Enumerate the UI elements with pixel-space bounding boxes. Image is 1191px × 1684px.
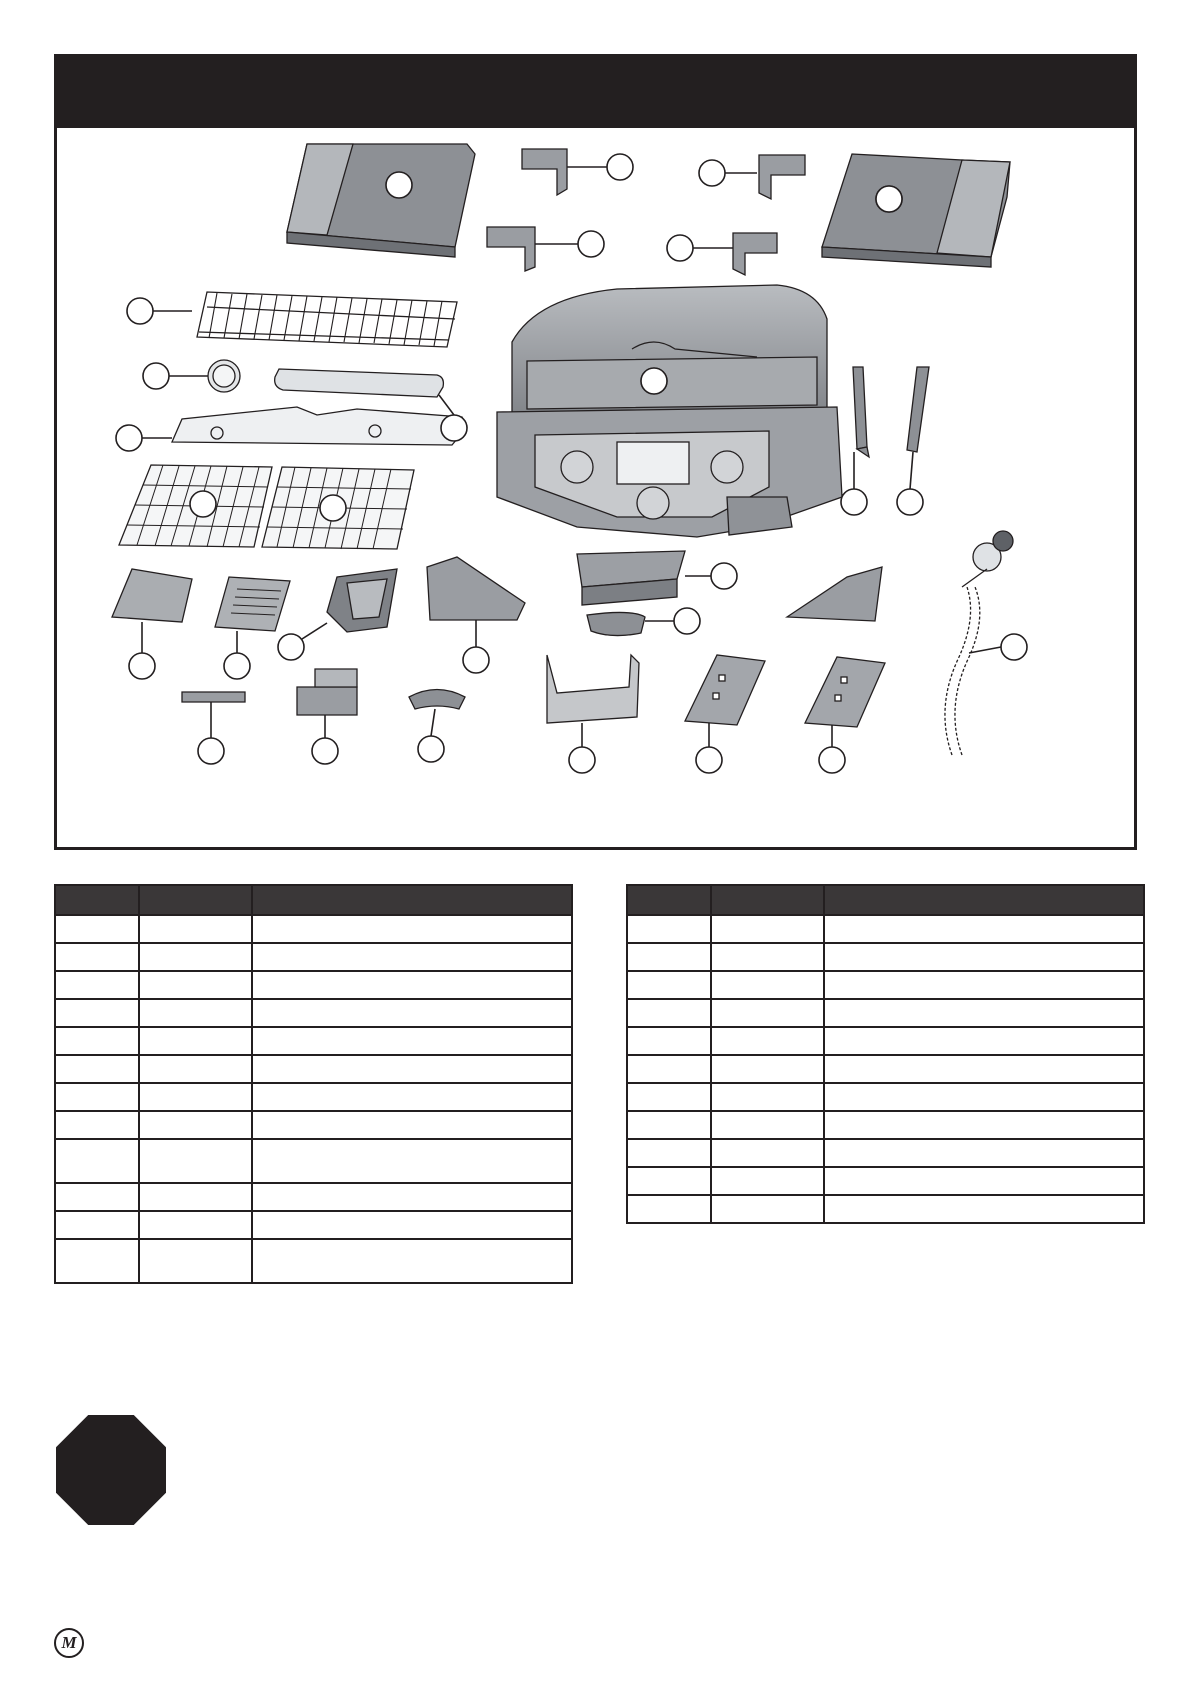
drip-cup <box>327 569 397 632</box>
callout-marker <box>312 715 338 764</box>
bracket-b <box>759 155 805 199</box>
callout-marker <box>685 563 737 589</box>
callout-marker <box>819 725 845 773</box>
table-row <box>627 1055 1144 1083</box>
col-description-header <box>252 885 572 915</box>
col-no-header <box>627 885 711 915</box>
callout-marker <box>278 623 327 660</box>
left-side-shelf <box>287 144 475 257</box>
table-row <box>627 1111 1144 1139</box>
callout-marker <box>841 452 867 515</box>
exploded-parts-drawing <box>57 57 1134 847</box>
callout-marker <box>224 631 250 679</box>
callout-marker <box>876 186 902 212</box>
right-side-shelf <box>822 154 1010 267</box>
col-no-header <box>55 885 139 915</box>
callout-marker <box>667 235 733 261</box>
heat-deflector-left <box>112 569 192 622</box>
warming-rack <box>197 292 457 347</box>
vented-cover <box>215 577 290 631</box>
heat-shield-plate <box>172 407 467 445</box>
grease-tray-bracket-right <box>787 567 882 621</box>
table-row <box>627 1083 1144 1111</box>
table-row <box>55 1139 572 1183</box>
callout-marker <box>116 425 172 451</box>
table-row <box>55 915 572 943</box>
brand-logo-letter: M <box>61 1633 77 1652</box>
table-row <box>55 1111 572 1139</box>
table-row <box>55 971 572 999</box>
table-row <box>627 1139 1144 1167</box>
leg-right <box>907 367 929 452</box>
callout-marker <box>699 160 757 186</box>
table-row <box>55 1083 572 1111</box>
callout-marker <box>190 491 216 517</box>
table-header-row <box>55 885 572 915</box>
callout-marker <box>129 622 155 679</box>
small-bracket-strip <box>182 692 245 702</box>
table-row <box>627 915 1144 943</box>
table-row <box>627 943 1144 971</box>
flame-tamer-left <box>685 655 765 725</box>
callout-marker <box>198 702 224 764</box>
leg-left <box>853 367 869 457</box>
brand-logo <box>54 1628 84 1658</box>
table-row <box>55 943 572 971</box>
bracket-d <box>733 233 777 275</box>
grill-body <box>497 285 842 537</box>
grease-tray <box>577 551 685 605</box>
mount-bracket <box>297 669 357 715</box>
callout-marker <box>645 608 700 634</box>
callout-marker <box>386 172 412 198</box>
table-row <box>55 1027 572 1055</box>
bracket-c <box>487 227 535 271</box>
table-row <box>627 1195 1144 1223</box>
table-row <box>627 999 1144 1027</box>
callout-marker <box>569 723 595 773</box>
col-part-header <box>139 885 252 915</box>
table-row <box>55 1239 572 1283</box>
callout-marker <box>897 452 923 515</box>
table-row <box>55 1211 572 1239</box>
parts-diagram-panel <box>54 54 1137 850</box>
callout-marker <box>969 634 1027 660</box>
bracket-a <box>522 149 567 195</box>
callout-marker <box>418 709 444 762</box>
col-description-header <box>824 885 1144 915</box>
table-row <box>627 971 1144 999</box>
grease-tray-handle <box>587 612 645 635</box>
callout-marker <box>567 154 633 180</box>
table-row <box>55 1055 572 1083</box>
col-part-header <box>711 885 824 915</box>
callout-marker <box>143 363 208 389</box>
callout-marker <box>535 231 604 257</box>
stop-sign-icon <box>56 1415 166 1525</box>
small-handle <box>409 690 465 710</box>
grease-tray-bracket-left <box>427 557 525 620</box>
table-header-row <box>627 885 1144 915</box>
callout-marker <box>696 723 722 773</box>
thermometer <box>208 360 240 392</box>
table-row <box>627 1027 1144 1055</box>
table-row <box>55 1183 572 1211</box>
callout-marker <box>641 368 667 394</box>
lid-handle <box>275 369 444 397</box>
flame-tamer-right <box>805 657 885 727</box>
callout-marker <box>463 620 489 673</box>
callout-marker <box>320 495 346 521</box>
table-row <box>55 999 572 1027</box>
parts-table-left <box>54 884 573 1284</box>
table-row <box>627 1167 1144 1195</box>
callout-marker <box>127 298 192 324</box>
drip-pan-holder <box>547 655 639 723</box>
parts-table-right <box>626 884 1145 1224</box>
